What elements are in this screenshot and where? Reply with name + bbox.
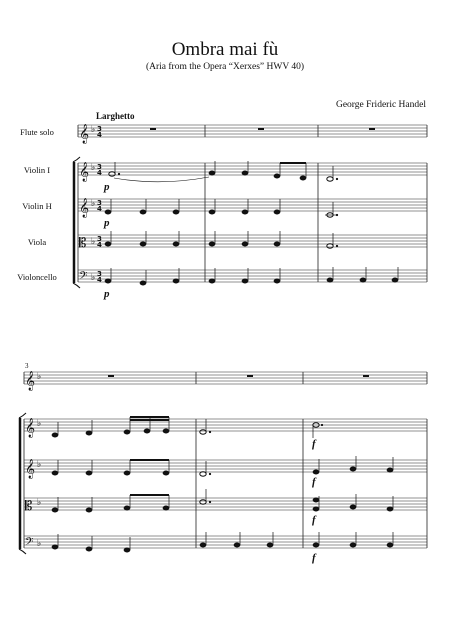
svg-text:𝄞: 𝄞 [25, 371, 36, 391]
measure-number: 3 [25, 362, 29, 370]
svg-text:𝄞: 𝄞 [79, 162, 90, 182]
dynamic-f-cello: f [312, 552, 316, 564]
dynamics [103, 181, 317, 564]
svg-text:4: 4 [97, 276, 102, 284]
instrument-label-viola: Viola [27, 237, 47, 247]
clefs-system-2 [25, 371, 41, 551]
svg-text:𝄢: 𝄢 [79, 270, 88, 285]
instrument-label-cello: Violoncello [17, 272, 57, 282]
score-subtitle: (Aria from the Opera “Xerxes” HWV 40) [145, 62, 305, 72]
svg-text:𝄞: 𝄞 [79, 124, 90, 144]
notes-system-2 [52, 417, 393, 552]
svg-text:♭: ♭ [91, 125, 96, 135]
svg-text:4: 4 [97, 169, 102, 177]
svg-text:4: 4 [97, 241, 102, 249]
dynamic-f-viola: f [312, 514, 316, 526]
bracket-group [19, 157, 80, 554]
svg-text:♭: ♭ [37, 419, 42, 429]
dynamic-f-violin-1: f [312, 438, 316, 450]
staff-lines-system-2 [24, 372, 427, 548]
svg-text:3: 3 [97, 235, 102, 243]
dynamic-p-cello: p [104, 288, 110, 300]
svg-text:3: 3 [97, 270, 102, 278]
dynamic-p-violin-1: p [104, 181, 110, 193]
svg-text:𝄢: 𝄢 [25, 536, 34, 551]
svg-text:𝄞: 𝄞 [25, 418, 36, 438]
dynamic-f-violin-2: f [312, 476, 316, 488]
svg-text:♭: ♭ [91, 199, 96, 209]
instrument-label-violin-2: Violin H [22, 201, 52, 211]
svg-text:3: 3 [97, 125, 102, 133]
instrument-label-violin-1: Violin I [23, 165, 51, 175]
svg-text:𝄡: 𝄡 [79, 236, 87, 251]
staff-lines-system-1 [78, 125, 427, 282]
dynamic-p-violin-2: p [104, 217, 110, 229]
svg-text:♭: ♭ [91, 163, 96, 173]
svg-text:4: 4 [97, 131, 102, 139]
svg-text:3: 3 [97, 199, 102, 207]
svg-text:𝄡: 𝄡 [25, 499, 33, 514]
svg-text:♭: ♭ [37, 498, 42, 508]
notes-system-1 [105, 161, 398, 285]
svg-text:♭: ♭ [91, 273, 96, 283]
svg-text:4: 4 [97, 205, 102, 213]
svg-text:3: 3 [97, 163, 102, 171]
instrument-label-flute: Flute solo [20, 127, 54, 137]
composer-name: George Frideric Handel [335, 100, 426, 110]
svg-text:♭: ♭ [37, 539, 42, 549]
score-title: Ombra mai fù [171, 39, 279, 60]
svg-text:𝄞: 𝄞 [79, 198, 90, 218]
svg-text:𝄞: 𝄞 [25, 459, 36, 479]
clefs-system-1 [79, 124, 102, 285]
barlines-system-1 [78, 125, 427, 282]
svg-text:♭: ♭ [37, 460, 42, 470]
tempo-marking: Larghetto [96, 111, 135, 121]
svg-text:♭: ♭ [37, 372, 42, 382]
svg-text:♭: ♭ [91, 237, 96, 247]
whole-rests [108, 128, 375, 377]
